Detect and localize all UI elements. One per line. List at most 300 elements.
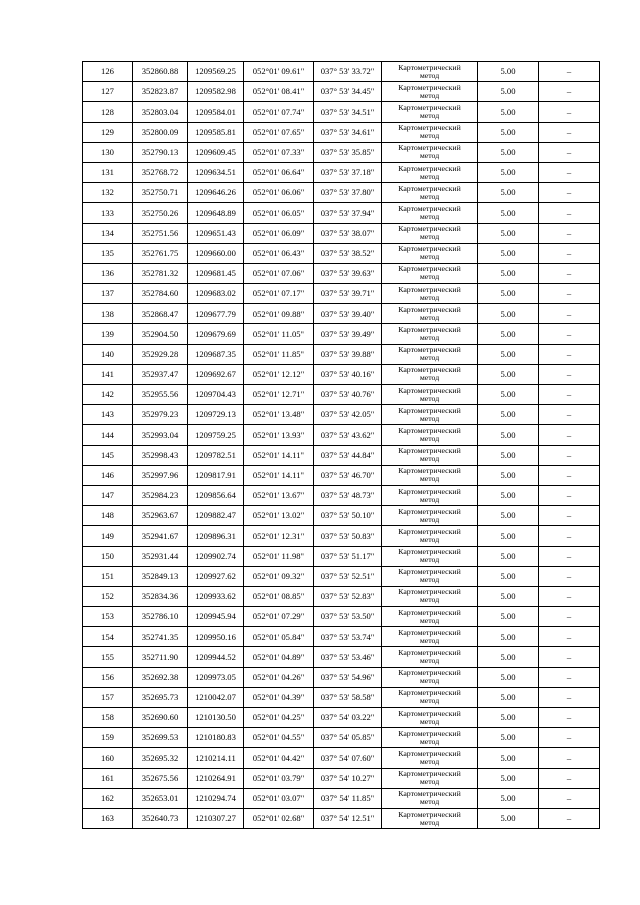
method-line-1: Картометрический (398, 123, 461, 133)
latitude-cell: 052°01' 07.74" (244, 102, 314, 122)
point-number-cell: 140 (83, 344, 133, 364)
note-cell: – (539, 263, 600, 283)
y-coordinate-cell: 1209687.35 (188, 344, 244, 364)
table-row (83, 465, 600, 485)
method-line-2: метод (419, 252, 440, 262)
latitude-cell: 052°01' 14.11" (244, 465, 314, 485)
y-coordinate-cell: 1209950.16 (188, 627, 244, 647)
point-number-cell: 144 (83, 425, 133, 445)
accuracy-cell: 5.00 (478, 728, 539, 748)
table-row (83, 263, 600, 283)
table-row (83, 768, 600, 788)
latitude-cell: 052°01' 04.42" (244, 748, 314, 768)
longitude-cell: 037° 53' 48.73" (314, 485, 382, 505)
method-line-1: Картометрический (398, 668, 461, 678)
x-coordinate-cell: 352695.32 (133, 748, 188, 768)
point-number-cell: 149 (83, 526, 133, 546)
accuracy-cell: 5.00 (478, 647, 539, 667)
method-line-1: Картометрический (398, 244, 461, 254)
accuracy-cell: 5.00 (478, 566, 539, 586)
point-number-cell: 135 (83, 243, 133, 263)
point-number-cell: 159 (83, 728, 133, 748)
table-row (83, 546, 600, 566)
y-coordinate-cell: 1209585.81 (188, 122, 244, 142)
method-cell (382, 183, 478, 203)
method-line-2: метод (419, 595, 440, 605)
method-line-1: Картометрический (398, 82, 461, 92)
x-coordinate-cell: 352803.04 (133, 102, 188, 122)
latitude-cell: 052°01' 13.02" (244, 506, 314, 526)
table-row (83, 243, 600, 263)
latitude-cell: 052°01' 04.39" (244, 687, 314, 707)
y-coordinate-cell: 1209927.62 (188, 566, 244, 586)
accuracy-cell: 5.00 (478, 748, 539, 768)
method-cell (382, 425, 478, 445)
accuracy-cell: 5.00 (478, 223, 539, 243)
x-coordinate-cell: 352781.32 (133, 263, 188, 283)
x-coordinate-cell: 352640.73 (133, 808, 188, 828)
longitude-cell: 037° 53' 42.05" (314, 405, 382, 425)
table-row (83, 708, 600, 728)
method-line-2: метод (419, 90, 440, 100)
longitude-cell: 037° 53' 46.70" (314, 465, 382, 485)
table-row (83, 445, 600, 465)
method-cell (382, 304, 478, 324)
y-coordinate-cell: 1210180.83 (188, 728, 244, 748)
longitude-cell: 037° 53' 53.74" (314, 627, 382, 647)
longitude-cell: 037° 54' 03.22" (314, 708, 382, 728)
method-line-2: метод (419, 272, 440, 282)
method-line-2: метод (419, 736, 440, 746)
method-line-1: Картометрический (398, 526, 461, 536)
latitude-cell: 052°01' 12.71" (244, 385, 314, 405)
x-coordinate-cell: 352904.50 (133, 324, 188, 344)
latitude-cell: 052°01' 07.17" (244, 284, 314, 304)
method-line-1: Картометрический (398, 143, 461, 153)
x-coordinate-cell: 352823.87 (133, 82, 188, 102)
method-cell (382, 142, 478, 162)
latitude-cell: 052°01' 13.67" (244, 485, 314, 505)
method-line-1: Картометрический (398, 102, 461, 112)
latitude-cell: 052°01' 06.43" (244, 243, 314, 263)
y-coordinate-cell: 1209933.62 (188, 586, 244, 606)
method-line-1: Картометрический (398, 425, 461, 435)
accuracy-cell: 5.00 (478, 546, 539, 566)
table-row (83, 808, 600, 828)
accuracy-cell: 5.00 (478, 586, 539, 606)
longitude-cell: 037° 53' 52.51" (314, 566, 382, 586)
longitude-cell: 037° 53' 53.46" (314, 647, 382, 667)
table-row (83, 142, 600, 162)
y-coordinate-cell: 1210294.74 (188, 788, 244, 808)
method-line-2: метод (419, 312, 440, 322)
accuracy-cell: 5.00 (478, 344, 539, 364)
latitude-cell: 052°01' 09.88" (244, 304, 314, 324)
latitude-cell: 052°01' 07.29" (244, 607, 314, 627)
y-coordinate-cell: 1209646.26 (188, 183, 244, 203)
note-cell: – (539, 284, 600, 304)
method-cell (382, 344, 478, 364)
accuracy-cell: 5.00 (478, 667, 539, 687)
method-line-2: метод (419, 514, 440, 524)
x-coordinate-cell: 352993.04 (133, 425, 188, 445)
method-line-1: Картометрический (398, 728, 461, 738)
method-line-2: метод (419, 110, 440, 120)
method-line-1: Картометрический (398, 567, 461, 577)
longitude-cell: 037° 53' 39.63" (314, 263, 382, 283)
method-line-2: метод (419, 615, 440, 625)
longitude-cell: 037° 53' 38.52" (314, 243, 382, 263)
accuracy-cell: 5.00 (478, 183, 539, 203)
method-line-2: метод (419, 494, 440, 504)
longitude-cell: 037° 53' 34.45" (314, 82, 382, 102)
method-cell (382, 243, 478, 263)
method-cell (382, 667, 478, 687)
point-number-cell: 154 (83, 627, 133, 647)
longitude-cell: 037° 53' 44.84" (314, 445, 382, 465)
method-cell (382, 566, 478, 586)
latitude-cell: 052°01' 04.55" (244, 728, 314, 748)
method-line-1: Картометрический (398, 224, 461, 234)
y-coordinate-cell: 1209683.02 (188, 284, 244, 304)
accuracy-cell: 5.00 (478, 687, 539, 707)
method-cell (382, 203, 478, 223)
accuracy-cell: 5.00 (478, 465, 539, 485)
x-coordinate-cell: 352768.72 (133, 162, 188, 182)
note-cell: – (539, 243, 600, 263)
y-coordinate-cell: 1210264.91 (188, 768, 244, 788)
table-row (83, 687, 600, 707)
longitude-cell: 037° 53' 51.17" (314, 546, 382, 566)
x-coordinate-cell: 352741.35 (133, 627, 188, 647)
y-coordinate-cell: 1209692.67 (188, 364, 244, 384)
note-cell: – (539, 768, 600, 788)
x-coordinate-cell: 352860.88 (133, 62, 188, 82)
longitude-cell: 037° 53' 37.94" (314, 203, 382, 223)
latitude-cell: 052°01' 07.06" (244, 263, 314, 283)
method-cell (382, 102, 478, 122)
note-cell: – (539, 485, 600, 505)
y-coordinate-cell: 1209648.89 (188, 203, 244, 223)
y-coordinate-cell: 1209582.98 (188, 82, 244, 102)
x-coordinate-cell: 352690.60 (133, 708, 188, 728)
latitude-cell: 052°01' 13.48" (244, 405, 314, 425)
accuracy-cell: 5.00 (478, 263, 539, 283)
point-number-cell: 158 (83, 708, 133, 728)
table-row (83, 485, 600, 505)
note-cell: – (539, 627, 600, 647)
latitude-cell: 052°01' 07.33" (244, 142, 314, 162)
method-line-2: метод (419, 191, 440, 201)
method-line-1: Картометрический (398, 486, 461, 496)
method-line-1: Картометрический (398, 708, 461, 718)
method-line-2: метод (419, 534, 440, 544)
point-number-cell: 132 (83, 183, 133, 203)
y-coordinate-cell: 1209704.43 (188, 385, 244, 405)
accuracy-cell: 5.00 (478, 708, 539, 728)
method-line-1: Картометрический (398, 547, 461, 557)
table-row (83, 728, 600, 748)
y-coordinate-cell: 1209584.01 (188, 102, 244, 122)
accuracy-cell: 5.00 (478, 788, 539, 808)
note-cell: – (539, 526, 600, 546)
table-row (83, 405, 600, 425)
method-cell (382, 324, 478, 344)
point-number-cell: 156 (83, 667, 133, 687)
method-line-2: метод (419, 756, 440, 766)
x-coordinate-cell: 352997.96 (133, 465, 188, 485)
table-row (83, 364, 600, 384)
latitude-cell: 052°01' 11.85" (244, 344, 314, 364)
method-cell (382, 223, 478, 243)
y-coordinate-cell: 1209677.79 (188, 304, 244, 324)
method-line-2: метод (419, 70, 440, 80)
point-number-cell: 131 (83, 162, 133, 182)
accuracy-cell: 5.00 (478, 445, 539, 465)
point-number-cell: 162 (83, 788, 133, 808)
latitude-cell: 052°01' 12.12" (244, 364, 314, 384)
method-cell (382, 647, 478, 667)
table-row (83, 183, 600, 203)
note-cell: – (539, 647, 600, 667)
method-line-2: метод (419, 555, 440, 565)
longitude-cell: 037° 53' 52.83" (314, 586, 382, 606)
note-cell: – (539, 223, 600, 243)
method-cell (382, 364, 478, 384)
note-cell: – (539, 748, 600, 768)
point-number-cell: 130 (83, 142, 133, 162)
method-line-1: Картометрический (398, 264, 461, 274)
note-cell: – (539, 324, 600, 344)
method-cell (382, 607, 478, 627)
method-line-2: метод (419, 131, 440, 141)
method-cell (382, 62, 478, 82)
x-coordinate-cell: 352834.36 (133, 586, 188, 606)
method-line-1: Картометрический (398, 385, 461, 395)
y-coordinate-cell: 1209679.69 (188, 324, 244, 344)
longitude-cell: 037° 53' 40.16" (314, 364, 382, 384)
latitude-cell: 052°01' 12.31" (244, 526, 314, 546)
latitude-cell: 052°01' 13.93" (244, 425, 314, 445)
x-coordinate-cell: 352784.60 (133, 284, 188, 304)
x-coordinate-cell: 352931.44 (133, 546, 188, 566)
point-number-cell: 146 (83, 465, 133, 485)
table-row (83, 304, 600, 324)
method-line-2: метод (419, 716, 440, 726)
method-line-1: Картометрический (398, 163, 461, 173)
method-line-1: Картометрический (398, 466, 461, 476)
latitude-cell: 052°01' 14.11" (244, 445, 314, 465)
latitude-cell: 052°01' 02.68" (244, 808, 314, 828)
method-line-1: Картометрический (398, 325, 461, 335)
longitude-cell: 037° 54' 10.27" (314, 768, 382, 788)
x-coordinate-cell: 352941.67 (133, 526, 188, 546)
x-coordinate-cell: 352979.23 (133, 405, 188, 425)
note-cell: – (539, 385, 600, 405)
y-coordinate-cell: 1209681.45 (188, 263, 244, 283)
latitude-cell: 052°01' 04.26" (244, 667, 314, 687)
accuracy-cell: 5.00 (478, 526, 539, 546)
longitude-cell: 037° 53' 38.07" (314, 223, 382, 243)
accuracy-cell: 5.00 (478, 485, 539, 505)
latitude-cell: 052°01' 07.65" (244, 122, 314, 142)
method-line-1: Картометрический (398, 183, 461, 193)
note-cell: – (539, 728, 600, 748)
accuracy-cell: 5.00 (478, 102, 539, 122)
y-coordinate-cell: 1209945.94 (188, 607, 244, 627)
method-cell (382, 485, 478, 505)
longitude-cell: 037° 53' 33.72" (314, 62, 382, 82)
latitude-cell: 052°01' 03.07" (244, 788, 314, 808)
point-number-cell: 151 (83, 566, 133, 586)
method-line-1: Картометрический (398, 365, 461, 375)
point-number-cell: 150 (83, 546, 133, 566)
point-number-cell: 155 (83, 647, 133, 667)
method-line-2: метод (419, 353, 440, 363)
note-cell: – (539, 183, 600, 203)
accuracy-cell: 5.00 (478, 284, 539, 304)
method-cell (382, 728, 478, 748)
method-cell (382, 465, 478, 485)
point-number-cell: 142 (83, 385, 133, 405)
accuracy-cell: 5.00 (478, 203, 539, 223)
accuracy-cell: 5.00 (478, 506, 539, 526)
method-line-1: Картометрический (398, 284, 461, 294)
point-number-cell: 163 (83, 808, 133, 828)
table-row (83, 62, 600, 82)
method-cell (382, 627, 478, 647)
method-cell (382, 284, 478, 304)
method-line-2: метод (419, 575, 440, 585)
point-number-cell: 145 (83, 445, 133, 465)
method-line-1: Картометрический (398, 809, 461, 819)
x-coordinate-cell: 352955.56 (133, 385, 188, 405)
table-row (83, 385, 600, 405)
y-coordinate-cell: 1209882.47 (188, 506, 244, 526)
table-row (83, 748, 600, 768)
y-coordinate-cell: 1209729.13 (188, 405, 244, 425)
longitude-cell: 037° 54' 12.51" (314, 808, 382, 828)
y-coordinate-cell: 1210130.50 (188, 708, 244, 728)
longitude-cell: 037° 53' 34.51" (314, 102, 382, 122)
method-line-2: метод (419, 211, 440, 221)
longitude-cell: 037° 53' 40.76" (314, 385, 382, 405)
point-number-cell: 141 (83, 364, 133, 384)
x-coordinate-cell: 352761.75 (133, 243, 188, 263)
method-line-2: метод (419, 333, 440, 343)
longitude-cell: 037° 53' 58.58" (314, 687, 382, 707)
method-line-1: Картометрический (398, 203, 461, 213)
method-line-2: метод (419, 656, 440, 666)
table-row (83, 566, 600, 586)
x-coordinate-cell: 352998.43 (133, 445, 188, 465)
longitude-cell: 037° 53' 34.61" (314, 122, 382, 142)
note-cell: – (539, 344, 600, 364)
note-cell: – (539, 708, 600, 728)
method-cell (382, 768, 478, 788)
point-number-cell: 161 (83, 768, 133, 788)
point-number-cell: 148 (83, 506, 133, 526)
accuracy-cell: 5.00 (478, 405, 539, 425)
x-coordinate-cell: 352750.26 (133, 203, 188, 223)
note-cell: – (539, 667, 600, 687)
y-coordinate-cell: 1209856.64 (188, 485, 244, 505)
accuracy-cell: 5.00 (478, 142, 539, 162)
y-coordinate-cell: 1209759.25 (188, 425, 244, 445)
method-cell (382, 526, 478, 546)
y-coordinate-cell: 1209609.45 (188, 142, 244, 162)
note-cell: – (539, 405, 600, 425)
longitude-cell: 037° 53' 39.49" (314, 324, 382, 344)
method-cell (382, 82, 478, 102)
table-row (83, 82, 600, 102)
accuracy-cell: 5.00 (478, 304, 539, 324)
latitude-cell: 052°01' 11.05" (244, 324, 314, 344)
x-coordinate-cell: 352699.53 (133, 728, 188, 748)
method-cell (382, 405, 478, 425)
point-number-cell: 153 (83, 607, 133, 627)
table-row (83, 284, 600, 304)
note-cell: – (539, 142, 600, 162)
accuracy-cell: 5.00 (478, 122, 539, 142)
x-coordinate-cell: 352750.71 (133, 183, 188, 203)
longitude-cell: 037° 53' 54.96" (314, 667, 382, 687)
point-number-cell: 127 (83, 82, 133, 102)
method-line-2: метод (419, 151, 440, 161)
y-coordinate-cell: 1210042.07 (188, 687, 244, 707)
latitude-cell: 052°01' 06.09" (244, 223, 314, 243)
longitude-cell: 037° 53' 50.10" (314, 506, 382, 526)
method-line-2: метод (419, 232, 440, 242)
point-number-cell: 160 (83, 748, 133, 768)
table-body (83, 62, 600, 829)
method-line-2: метод (419, 171, 440, 181)
accuracy-cell: 5.00 (478, 162, 539, 182)
note-cell: – (539, 808, 600, 828)
note-cell: – (539, 546, 600, 566)
method-line-2: метод (419, 635, 440, 645)
table-row (83, 607, 600, 627)
x-coordinate-cell: 352849.13 (133, 566, 188, 586)
method-line-2: метод (419, 676, 440, 686)
accuracy-cell: 5.00 (478, 768, 539, 788)
longitude-cell: 037° 54' 05.85" (314, 728, 382, 748)
note-cell: – (539, 465, 600, 485)
x-coordinate-cell: 352695.73 (133, 687, 188, 707)
method-line-2: метод (419, 413, 440, 423)
latitude-cell: 052°01' 06.05" (244, 203, 314, 223)
method-cell (382, 506, 478, 526)
x-coordinate-cell: 352800.09 (133, 122, 188, 142)
note-cell: – (539, 566, 600, 586)
y-coordinate-cell: 1209634.51 (188, 162, 244, 182)
method-line-1: Картометрический (398, 304, 461, 314)
method-line-1: Картометрический (398, 769, 461, 779)
method-line-1: Картометрический (398, 648, 461, 658)
method-cell (382, 385, 478, 405)
accuracy-cell: 5.00 (478, 243, 539, 263)
x-coordinate-cell: 352711.90 (133, 647, 188, 667)
longitude-cell: 037° 53' 50.83" (314, 526, 382, 546)
table-row (83, 788, 600, 808)
table-row (83, 586, 600, 606)
table-row (83, 344, 600, 364)
note-cell: – (539, 62, 600, 82)
table-row (83, 223, 600, 243)
method-line-2: метод (419, 696, 440, 706)
x-coordinate-cell: 352786.10 (133, 607, 188, 627)
method-cell (382, 122, 478, 142)
